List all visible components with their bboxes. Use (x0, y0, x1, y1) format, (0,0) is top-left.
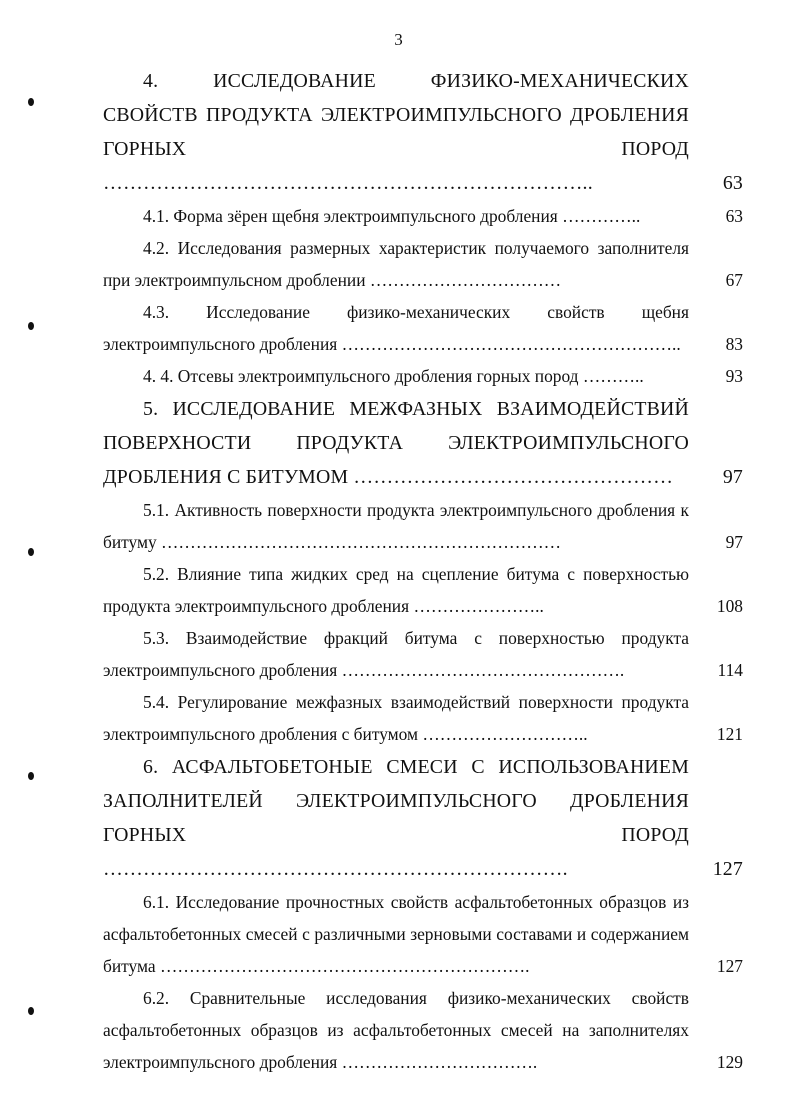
toc-entry-section-6-2[interactable] (103, 982, 743, 1078)
toc-entry-section-5-3[interactable] (103, 622, 743, 686)
page-number: 3 (394, 30, 403, 49)
toc-entry-page: 97 (722, 466, 743, 488)
toc-entry-section-5-4[interactable] (103, 686, 743, 750)
toc-entry-title: 5. ИССЛЕДОВАНИЕ МЕЖФАЗНЫХ ВЗАИМОДЕЙСТВИЙ ПОВЕРХНОСТИ ПРОДУКТА ЭЛЕКТРОИМПУЛЬСНОГО ДРОБЛЕНИЯ С БИТУМОМ ………………………………………… (103, 398, 689, 488)
toc-entry-section-5-2[interactable] (103, 558, 743, 622)
toc-entry-page: 93 (725, 366, 743, 386)
toc-entry-section-4-1[interactable] (103, 200, 743, 232)
toc-entry-chapter-4[interactable] (103, 64, 743, 200)
toc-entry-page: 108 (716, 596, 743, 616)
toc-entry-section-4-3[interactable] (103, 296, 743, 360)
toc-entry-title: 5.2. Влияние типа жидких сред на сцепление битума с поверхностью продукта электроимпульсного дробления ………………….. (103, 564, 689, 616)
toc-entry-chapter-5[interactable] (103, 392, 743, 494)
toc-entry-title: 4. 4. Отсевы электроимпульсного дробления горных пород ……….. (143, 366, 644, 386)
toc-entry-page: 63 (722, 172, 743, 194)
toc-entry-title: 6.1. Исследование прочностных свойств асфальтобетонных образцов из асфальтобетонных смесей с различными зерновыми составами и содержанием битума ………………………………………………………. (103, 892, 689, 976)
toc-entry-page: 121 (716, 724, 743, 744)
toc-entry-page: 129 (716, 1052, 743, 1072)
toc-entry-section-6-1[interactable] (103, 886, 743, 982)
binding-hole-mark (28, 1007, 34, 1015)
toc-entry-page: 127 (716, 956, 743, 976)
toc-entry-title: 4.1. Форма зёрен щебня электроимпульсного дробления ………….. (143, 206, 641, 226)
toc-entry-page: 97 (725, 532, 743, 552)
toc-entry-title: 6.2. Сравнительные исследования физико-механических свойств асфальтобетонных образцов из асфальтобетонных смесей на заполнителях электроимпульсного дробления ……………………………. (103, 988, 689, 1072)
toc-entry-page: 127 (712, 858, 743, 880)
toc-entry-title: 4.3. Исследование физико-механических свойств щебня электроимпульсного дробления ………………………………………………….. (103, 302, 689, 354)
toc-entry-section-4-4[interactable] (103, 360, 743, 392)
toc-entry-page: 63 (725, 206, 743, 226)
toc-entry-title: 4.2. Исследования размерных характеристик получаемого заполнителя при электроимпульсном дроблении …………………………… (103, 238, 689, 290)
binding-hole-mark (28, 772, 34, 780)
binding-hole-mark (28, 548, 34, 556)
binding-hole-mark (28, 98, 34, 106)
toc-entry-title: 4. ИССЛЕДОВАНИЕ ФИЗИКО-МЕХАНИЧЕСКИХ СВОЙСТВ ПРОДУКТА ЭЛЕКТРОИМПУЛЬСНОГО ДРОБЛЕНИЯ ГОРНЫХ ПОРОД ……………………………………………………………….. (103, 70, 689, 194)
toc-entry-title: 5.4. Регулирование межфазных взаимодействий поверхности продукта электроимпульсного дробления с битумом ……………………….. (103, 692, 689, 744)
toc-entry-page: 67 (725, 270, 743, 290)
table-of-contents (103, 64, 743, 1078)
toc-entry-section-4-2[interactable] (103, 232, 743, 296)
binding-hole-mark (28, 322, 34, 330)
toc-entry-section-5-1[interactable] (103, 494, 743, 558)
toc-entry-title: 5.3. Взаимодействие фракций битума с поверхностью продукта электроимпульсного дробления …………………………………………. (103, 628, 689, 680)
toc-entry-page: 83 (725, 334, 743, 354)
toc-entry-title: 5.1. Активность поверхности продукта электроимпульсного дробления к битуму …………………………………………………………… (103, 500, 689, 552)
toc-entry-title: 6. АСФАЛЬТОБЕТОНЫЕ СМЕСИ С ИСПОЛЬЗОВАНИЕМ ЗАПОЛНИТЕЛЕЙ ЭЛЕКТРОИМПУЛЬСНОГО ДРОБЛЕНИЯ ГОРНЫХ ПОРОД ……………………………………………………………. (103, 756, 689, 880)
toc-entry-page: 114 (717, 660, 743, 680)
toc-entry-chapter-6[interactable] (103, 750, 743, 886)
